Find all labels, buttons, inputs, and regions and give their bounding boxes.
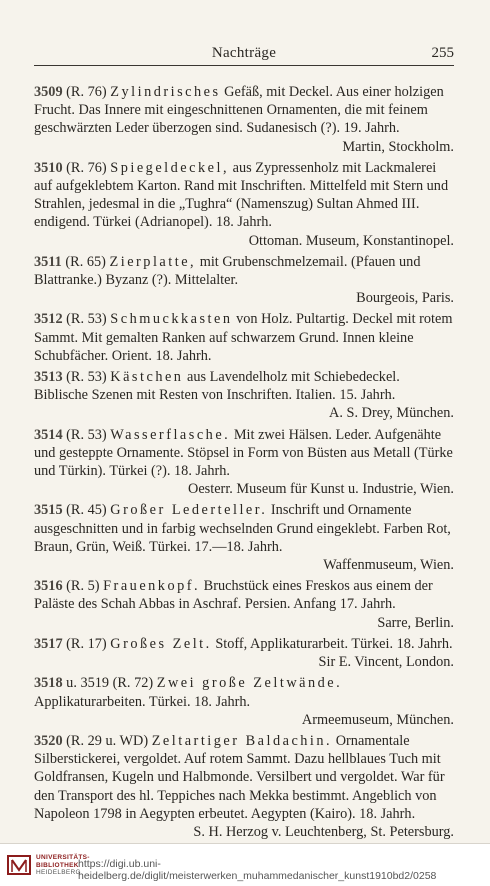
- entry-number: 3518: [34, 675, 63, 692]
- catalog-entry: [34, 426, 454, 499]
- entry-object-name: Schmuckkasten: [110, 311, 233, 328]
- entry-room-ref: (R. 76): [66, 84, 107, 100]
- entry-object-name: Frauenkopf.: [103, 578, 201, 595]
- library-logo-icon: [6, 852, 32, 878]
- entry-owner: Armeemuseum, München.: [301, 711, 454, 728]
- library-line2: BIBLIOTHEK: [36, 861, 79, 869]
- catalog-entry: [34, 83, 454, 156]
- entry-number: 3509: [34, 84, 63, 100]
- entry-owner: Sir E. Vincent, London.: [318, 654, 454, 671]
- catalog-entry: [34, 732, 454, 841]
- entry-description: von Holz. Pultartig. Deckel mit rotem Sammt. Mit gemalten Ranken auf schwarzem Grund. Innen kleine Schubfächer. Orient. 18. Jahrh.: [34, 311, 453, 364]
- entry-description: Applikaturarbeiten. Türkei. 18. Jahrh.: [34, 693, 251, 710]
- entry-description: Inschrift und Ornamente ausgeschnitten und in farbig wechselnden Grund eingeklebt. Farben Rot, Braun, Grün, Weiß. Türkei. 17.—18. Jahrh.: [34, 502, 451, 555]
- permalink-link[interactable]: https://digi.ub.uni-heidelberg.de/diglit/meisterwerken_muhammedanischer_kunst1910bd2/0258: [78, 858, 437, 882]
- entry-description: Gefäß, mit Deckel. Aus einer holzigen Frucht. Das Innere mit eingeschnittenen Ornamenten, die mit feinem geschwärzten Leder überzogen sind. Sudanesisch (?). 19. Jahrh.: [34, 84, 444, 137]
- catalog-entry: [34, 310, 454, 365]
- page-title: Nachträge: [211, 45, 277, 61]
- entry-owner: Oesterr. Museum für Kunst u. Industrie, Wien.: [188, 481, 454, 498]
- entry-room-ref: (R. 45): [66, 502, 107, 519]
- entry-owner: Sarre, Berlin.: [377, 614, 454, 631]
- entry-room-ref: (R. 53): [66, 369, 107, 386]
- page-number: 255: [431, 45, 454, 61]
- entry-number: 3520: [34, 732, 63, 749]
- entry-owner: A. S. Drey, München.: [329, 405, 454, 422]
- entry-owner: Waffenmuseum, Wien.: [323, 557, 454, 574]
- entry-room-ref: u. 3519 (R. 72): [66, 675, 154, 692]
- entry-room-ref: (R. 53): [66, 311, 107, 328]
- entry-object-name: Großes Zelt.: [110, 635, 212, 652]
- catalog-entry: [34, 501, 454, 574]
- entry-number: 3512: [34, 311, 63, 328]
- entry-description: Bruchstück eines Freskos aus einem der Paläste des Schah Abbas in Aschraf. Persien. Anfang 17. Jahrh.: [34, 578, 433, 613]
- entry-description: Mit zwei Hälsen. Leder. Aufgenähte und gesteppte Ornamente. Stöpsel in Form von Büsten aus Metall (Türke und Türkin). Türkei (?). 18. Jahrh.: [34, 426, 453, 480]
- catalog-entry: [34, 368, 454, 423]
- entry-room-ref: (R. 5): [66, 578, 100, 595]
- catalog-entry: [34, 674, 454, 729]
- entry-description: Stoff, Applikaturarbeit. Türkei. 18. Jahrh.: [215, 635, 453, 652]
- entry-room-ref: (R. 65): [65, 253, 106, 270]
- catalog-entries: [34, 83, 454, 844]
- entry-number: 3515: [34, 502, 63, 519]
- library-footer: [0, 843, 490, 886]
- entry-object-name: Kästchen: [110, 369, 184, 386]
- running-header: [34, 45, 454, 66]
- entry-room-ref: (R. 53): [66, 426, 107, 443]
- entry-object-name: Zierplatte,: [109, 253, 197, 270]
- library-line3: HEIDELBERG: [36, 869, 81, 876]
- entry-number: 3511: [34, 253, 62, 270]
- entry-description: aus Lavendelholz mit Schiebedeckel. Biblische Szenen mit Resten von Inschriften. Italien. 15. Jahrh.: [34, 369, 400, 404]
- entry-description: mit Grubenschmelzemail. (Pfauen und Blattranke.) Byzanz (?). Mittelalter.: [34, 253, 421, 289]
- catalog-entry: [34, 253, 454, 308]
- entry-object-name: Spiegeldeckel,: [110, 159, 230, 176]
- entry-room-ref: (R. 17): [66, 635, 107, 652]
- entry-object-name: Zeltartiger Baldachin.: [151, 732, 333, 749]
- entry-owner: S. H. Herzog v. Leuchtenberg, St. Petersburg.: [193, 823, 454, 840]
- entry-number: 3513: [34, 369, 63, 386]
- catalog-entry: [34, 159, 454, 250]
- entry-object-name: Zylindrisches: [110, 84, 221, 100]
- entry-object-name: Zwei große Zeltwände.: [156, 675, 343, 692]
- library-line1: UNIVERSITÄTS-: [36, 854, 90, 861]
- entry-number: 3516: [34, 578, 63, 595]
- entry-description: aus Zypressenholz mit Lackmalerei auf aufgeklebtem Karton. Rand mit Inschriften. Mittelfeld mit Stern und Strahlen, jedesmal in die „Tughra“ (Namenszug) Sultan Ahmed III. endigend. Türkei (Adrianopel). 18. Jahrh.: [34, 159, 449, 231]
- entry-number: 3514: [34, 426, 63, 443]
- entry-object-name: Wasserflasche.: [110, 426, 231, 443]
- entry-owner: Martin, Stockholm.: [342, 138, 454, 155]
- entry-description: Ornamentale Silberstickerei, vergoldet. Auf rotem Sammt. Dazu hellblaues Tuch mit Goldfransen, Kugeln und Halbmonde. Versilbert und vergoldet. War für den Transport des hl. Teppiches nach Mekka bestimmt. Angeblich von Napoleon 1798 in Aegypten erbeutet. Aegypten (Kairo). 18. Jahrh.: [34, 732, 445, 822]
- entry-number: 3510: [34, 159, 63, 176]
- entry-room-ref: (R. 76): [66, 159, 107, 176]
- entry-room-ref: (R. 29 u. WD): [66, 732, 149, 749]
- catalog-entry: [34, 577, 454, 632]
- entry-object-name: Großer Lederteller.: [110, 502, 268, 519]
- entry-number: 3517: [34, 635, 63, 652]
- catalog-entry: [34, 635, 454, 671]
- entry-owner: Bourgeois, Paris.: [356, 290, 454, 307]
- entry-owner: Ottoman. Museum, Konstantinopel.: [248, 232, 454, 249]
